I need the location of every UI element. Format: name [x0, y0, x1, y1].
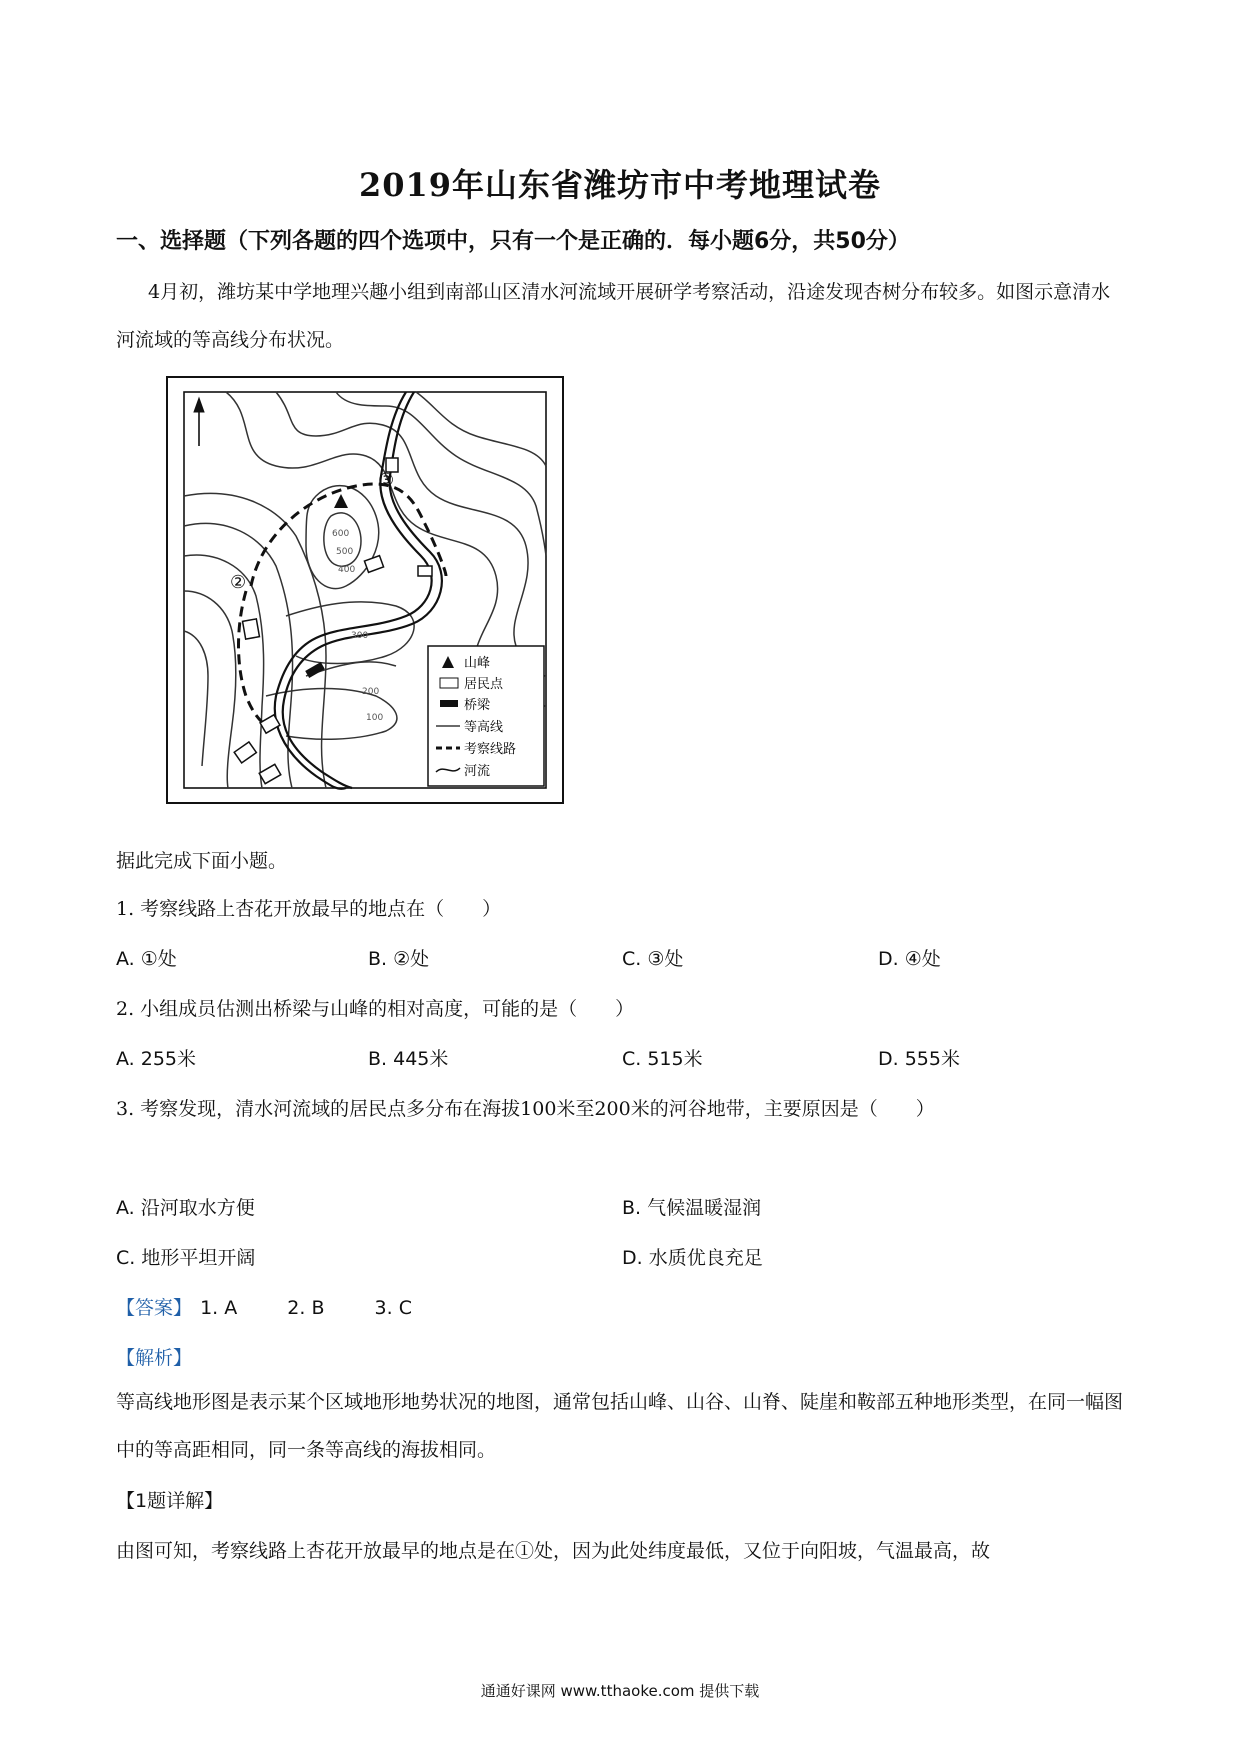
question-3-stem: 3. 考察发现，清水河流域的居民点多分布在海拔100米至200米的河谷地带，主要原因是（ ）: [116, 1098, 935, 1120]
marker-3: ③: [378, 470, 395, 491]
legend-bridge-icon: [440, 700, 458, 707]
question-1-option-d[interactable]: D. ④处: [878, 948, 941, 970]
contour-label: 600: [332, 529, 350, 539]
question-1-option-b[interactable]: B. ②处: [368, 948, 430, 970]
question-1-stem: 1. 考察线路上杏花开放最早的地点在（ ）: [116, 898, 502, 920]
question-1-option-a[interactable]: A. ①处: [116, 948, 177, 970]
answer-3: 3. C: [374, 1297, 412, 1319]
detail-text: 由图可知，考察线路上杏花开放最早的地点是在①处，因为此处纬度最低，又位于向阳坡，气温最高，故: [116, 1540, 991, 1562]
page-title: 2019年山东省潍坊市中考地理试卷: [358, 166, 882, 204]
answer-2: 2. B: [287, 1297, 325, 1319]
legend-route: 考察线路: [464, 742, 517, 757]
answer-row: [116, 1293, 412, 1320]
intro-paragraph: 4月初，潍坊某中学地理兴趣小组到南部山区清水河流域开展研学考察活动，沿途发现杏树分布较多。如图示意清水河流域的等高线分布状况。: [116, 281, 1111, 351]
instruction-text: 据此完成下面小题。: [116, 850, 288, 872]
question-3-option-a[interactable]: A. 沿河取水方便: [116, 1197, 255, 1219]
analysis-label: 【解析】: [116, 1347, 193, 1369]
section-heading: 一、选择题（下列各题的四个选项中，只有一个是正确的．每小题6分，共50分）: [116, 229, 910, 254]
contour-label: 500: [336, 547, 354, 557]
legend-settlement-icon: [440, 678, 458, 688]
marker-2: ②: [230, 572, 247, 593]
legend-contour: 等高线: [464, 720, 504, 735]
contour-label: 400: [338, 565, 356, 575]
map-legend: [428, 646, 544, 786]
question-2-option-c[interactable]: C. 515米: [622, 1048, 703, 1070]
legend-peak: 山峰: [464, 656, 491, 671]
answer-1: 1. A: [200, 1297, 238, 1319]
detail-label: 【1题详解】: [116, 1490, 224, 1512]
contour-map-figure: [166, 376, 564, 804]
contour-map: [166, 376, 564, 804]
legend-river: 河流: [464, 764, 491, 779]
contour-label: 200: [362, 687, 380, 697]
contour-label: 100: [366, 713, 384, 723]
contour-label: 300: [351, 631, 369, 641]
legend-bridge: 桥梁: [464, 698, 491, 713]
question-2-option-b[interactable]: B. 445米: [368, 1048, 449, 1070]
legend-settlement: 居民点: [464, 677, 504, 692]
answer-label: 【答案】: [116, 1297, 193, 1319]
question-1-option-c[interactable]: C. ③处: [622, 948, 684, 970]
question-3-option-b[interactable]: B. 气候温暖湿润: [622, 1197, 762, 1219]
question-3-option-d[interactable]: D. 水质优良充足: [622, 1247, 763, 1269]
question-2-stem: 2. 小组成员估测出桥梁与山峰的相对高度，可能的是（ ）: [116, 998, 635, 1020]
question-2-option-d[interactable]: D. 555米: [878, 1048, 960, 1070]
analysis-text: 等高线地形图是表示某个区域地形地势状况的地图，通常包括山峰、山谷、山脊、陡崖和鞍部五种地形类型，在同一幅图中的等高距相同，同一条等高线的海拔相同。: [116, 1391, 1124, 1461]
question-3-option-c[interactable]: C. 地形平坦开阔: [116, 1247, 256, 1269]
question-2-option-a[interactable]: A. 255米: [116, 1048, 197, 1070]
footer: 通通好课网 www.tthaoke.com 提供下载: [480, 1682, 760, 1700]
